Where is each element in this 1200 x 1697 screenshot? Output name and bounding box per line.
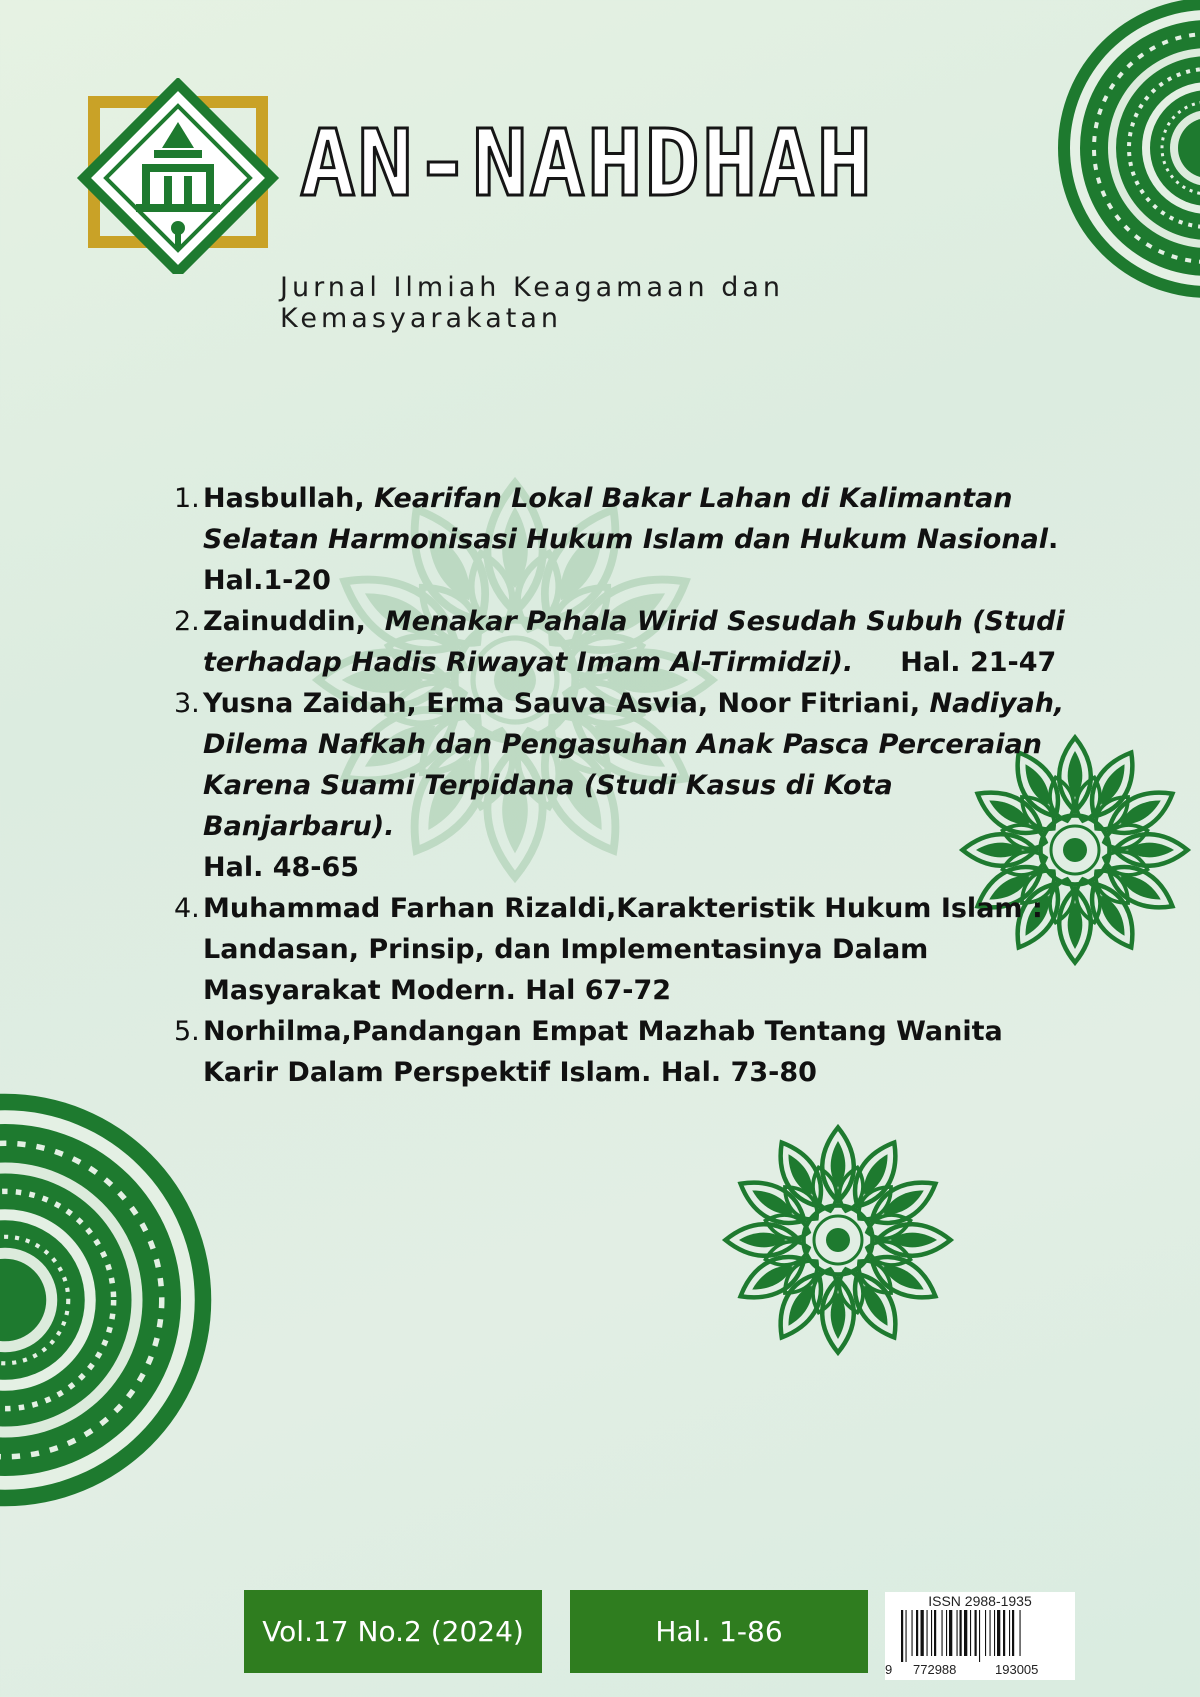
toc-item-author: Yusna Zaidah, Erma Sauva Asvia, Noor Fitriani [203, 688, 910, 719]
toc-item-separator: , [354, 483, 375, 514]
volume-badge [244, 1590, 542, 1673]
issn-label: ISSN 2988-1935 [928, 1593, 1032, 1609]
journal-logo [72, 78, 284, 274]
toc-item-article-title: Kearifan Lokal Bakar Lahan di Kalimantan Selatan Harmonisasi Hukum Islam dan Hukum Nasional [203, 483, 1049, 555]
table-of-contents [168, 478, 1078, 1093]
toc-item-tail [853, 647, 900, 678]
toc-item-5 [168, 1011, 1078, 1093]
toc-item-number: 1. [174, 483, 200, 514]
volume-label: Vol.17 No.2 (2024) [262, 1615, 524, 1648]
toc-item-number: 5. [174, 1016, 200, 1047]
toc-item-pages: Hal. 48-65 [203, 852, 360, 883]
mandala-ornament-top-right [1048, 0, 1200, 308]
toc-item-pages: Hal.1-20 [203, 565, 331, 596]
toc-item-3 [168, 683, 1078, 888]
toc-item-pages: Hal. 21-47 [900, 647, 1057, 678]
toc-item-number: 4. [174, 893, 200, 924]
page-range-badge [570, 1590, 868, 1673]
isbn-barcode [885, 1592, 1075, 1680]
barcode-digits-right: 193005 [995, 1662, 1039, 1677]
barcode-digit-prefix: 9 [885, 1662, 893, 1677]
toc-item-2 [168, 601, 1078, 683]
toc-item-text: Norhilma,Pandangan Empat Mazhab Tentang Wanita Karir Dalam Perspektif Islam. Hal. 73-80 [203, 1016, 1003, 1088]
barcode-bars [895, 1610, 1065, 1662]
toc-item-author: Zainuddin [203, 606, 356, 637]
toc-item-1 [168, 478, 1078, 601]
toc-item-4 [168, 888, 1078, 1011]
journal-subtitle: Jurnal Ilmiah Keagamaan dan Kemasyarakatan [280, 272, 785, 334]
toc-item-separator: , [355, 606, 385, 637]
mandala-ornament-bottom-center [718, 1120, 958, 1360]
toc-item-article-title: Nadiyah, Dilema Nafkah dan Pengasuhan Anak Pasca Perceraian Karena Suami Terpidana (Studi Kasus di Kota Banjarbaru). [203, 688, 1065, 842]
toc-item-tail: . [1048, 524, 1059, 555]
toc-item-author: Hasbullah [203, 483, 355, 514]
toc-item-number: 2. [174, 606, 200, 637]
journal-title: AN-NAHDHAH [300, 110, 874, 217]
toc-item-text: Muhammad Farhan Rizaldi,Karakteristik Hukum Islam : Landasan, Prinsip, dan Implementasinya Dalam Masyarakat Modern. Hal 67-72 [203, 893, 1043, 1006]
toc-item-article-title: Menakar Pahala Wirid Sesudah Subuh (Studi terhadap Hadis Riwayat Imam Al-Tirmidzi). [203, 606, 1065, 678]
toc-item-number: 3. [174, 688, 200, 719]
page-range-label: Hal. 1-86 [655, 1615, 783, 1648]
barcode-digits-left: 772988 [913, 1662, 957, 1677]
mandala-ornament-bottom-left [0, 1080, 225, 1520]
toc-item-separator: , [909, 688, 930, 719]
